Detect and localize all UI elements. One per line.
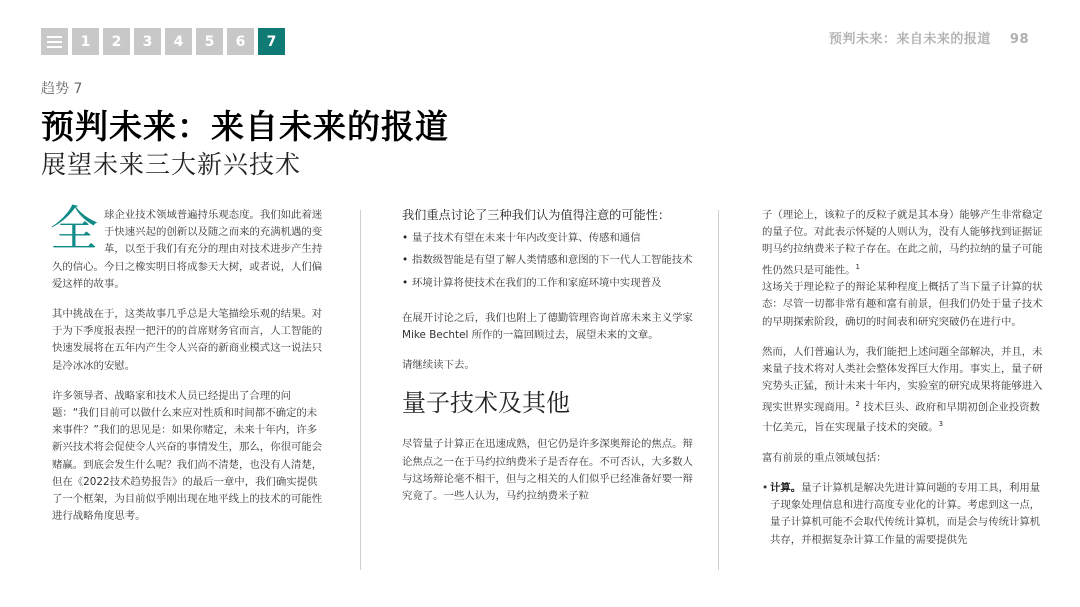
trend-label: 趋势 7 bbox=[41, 81, 83, 97]
paragraph: 在展开讨论之后，我们也附上了德勤管理咨询首席未来主义学家 Mike Bechtel 所作的一篇回顾过去，展望未来的文章。 bbox=[402, 311, 693, 342]
list-item: • 环境计算将使技术在我们的工作和家庭环境中实现普及 bbox=[402, 275, 694, 292]
page-number: 98 bbox=[1009, 32, 1029, 47]
paragraph-text: 这场关于理论粒子的辩论某种程度上概括了当下量子计算的状态：尽管一切都非常有趣和富有前景，但我们仍处于量子技术的早期探索阶段，确切的时间表和研究突破仍在进行中。 bbox=[762, 281, 1043, 328]
footnote-ref[interactable]: 3 bbox=[938, 420, 944, 429]
paragraph-text: 然而，人们普遍认为，我们能把上述问题全部解决，并且，未来量子技术将对人类社会整体发挥巨大作用。事实上，量子研究势头正猛，预计未来十年内，实验室的研究成果将能够进入现实世界实现商用。 bbox=[762, 345, 1043, 413]
chapter-nav bbox=[41, 28, 285, 55]
page-title: 预判未来：来自未来的报道 bbox=[41, 107, 449, 146]
running-header bbox=[829, 28, 1029, 47]
paragraph: 其中挑战在于，这类故事几乎总是大笔描绘乐观的结果。对于为下季度报表捏一把汗的的首席财务官而言，人工智能的快速发展将在五年内产生令人兴奋的新商业模式这一说法只是冷冰冰的安慰。 bbox=[52, 308, 323, 372]
nav-item-1[interactable]: 1 bbox=[72, 28, 99, 55]
footnote-ref[interactable]: 2 bbox=[855, 399, 860, 408]
paragraph bbox=[762, 344, 1044, 437]
list-item: • 量子技术有望在未来十年内改变计算、传感和通信 bbox=[402, 230, 694, 247]
nav-item-7[interactable]: 7 bbox=[258, 28, 285, 55]
bullet-list bbox=[402, 230, 694, 292]
nav-item-3[interactable]: 3 bbox=[134, 28, 161, 55]
nav-item-6[interactable]: 6 bbox=[227, 28, 254, 55]
nav-item-5[interactable]: 5 bbox=[196, 28, 223, 55]
page-subtitle: 展望未来三大新兴技术 bbox=[41, 150, 302, 179]
paragraph: 许多领导者、战略家和技术人员已经提出了合理的问题：“我们目前可以做什么来应对性质和时间都不确定的未来事件？”我们的思见是：如果你赌定，未来十年内，许多新兴技术将会促使令人兴奋的事情发生，那么，你很可能会赌赢。到底会发生什么呢？我们尚不清楚，也没有人清楚，但在《2022技术趋势报告》的最后一章中，我们确实提供了一个框架，为目前似乎刚出现在地平线上的技术的可能性进行战略角度思考。 bbox=[52, 389, 323, 523]
section-heading: 量子技术及其他 bbox=[402, 389, 570, 418]
paragraph-text: 量子计算机是解决先进计算问题的专用工具，利用量子现象处理信息和进行高度专业化的计算。考虑到这一点，量子计算机可能不会取代传统计算机，而是会与传统计算机共存，并根据复杂计算工作量的需要提供先 bbox=[770, 482, 1041, 546]
footnote-ref[interactable]: 1 bbox=[855, 262, 860, 271]
paragraph-text: 子（理论上，该粒子的反粒子就是其本身）能够产生非常稳定的量子位。对此表示怀疑的人则认为，没有人能够找到证据证明马约拉纳费米子粒子存在。在此之前，马约拉纳的量子可能性仍然只是可能性。 bbox=[762, 209, 1043, 277]
hamburger-icon bbox=[47, 36, 62, 38]
paragraph bbox=[762, 207, 1044, 331]
paragraph-text: 球企业技术领域普遍持乐观态度。我们如此着迷于快速兴起的创新以及随之而来的充满机遇的变革，以至于我们有充分的理由对技术进步产生持久的信心。今日之橡实明日将成参天大树，或者说，人们偏爱这样的故事。 bbox=[52, 209, 323, 290]
lead-text: 我们重点讨论了三种我们认为值得注意的可能性： bbox=[402, 208, 671, 222]
column-1 bbox=[50, 201, 327, 538]
column-divider bbox=[360, 210, 361, 570]
paragraph-text: 技术巨头、政府和早期初创企业投资数十亿美元，旨在实现量子技术的突破。 bbox=[762, 400, 1040, 434]
nav-item-4[interactable]: 4 bbox=[165, 28, 192, 55]
list-item: • 指数级智能是有望了解人类情感和意图的下一代人工智能技术 bbox=[402, 252, 694, 269]
bullet-label: 计算。 bbox=[770, 482, 802, 495]
column-2 bbox=[402, 207, 694, 518]
paragraph: 请继续读下去。 bbox=[402, 359, 475, 372]
paragraph: 富有前景的重点领域包括： bbox=[762, 451, 887, 464]
nav-item-2[interactable]: 2 bbox=[103, 28, 130, 55]
list-item bbox=[762, 480, 1044, 549]
paragraph bbox=[50, 201, 327, 293]
column-3 bbox=[762, 207, 1044, 562]
running-title: 预判未来：来自未来的报道 bbox=[828, 32, 991, 47]
paragraph: 尽管量子计算正在迅速成熟，但它仍是许多深奥辩论的焦点。辩论焦点之一在于马约拉纳费米子是否存在。不可否认，大多数人与这场辩论毫不相干，但与之相关的人们似乎已经准备好要一辩究竟了。一些人认为，马约拉纳费米子粒 bbox=[402, 438, 693, 503]
menu-button[interactable] bbox=[41, 28, 68, 55]
drop-cap: 全 bbox=[50, 201, 99, 257]
column-divider bbox=[718, 210, 719, 570]
